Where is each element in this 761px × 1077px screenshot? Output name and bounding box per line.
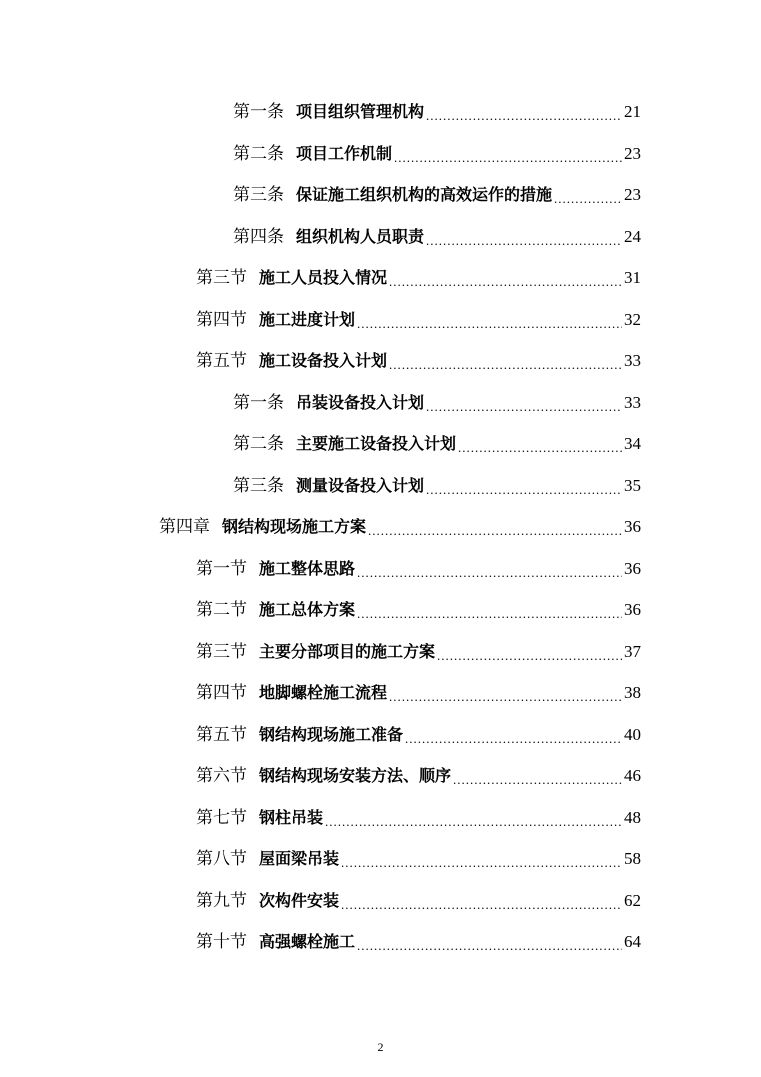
toc-entry-title: 项目组织管理机构	[296, 102, 425, 121]
page-footer	[0, 1040, 761, 1055]
toc-dot-leader	[426, 475, 622, 497]
toc-entry-number: 第九节	[196, 891, 247, 910]
toc-entry-page: 40	[624, 725, 641, 744]
toc-entry-title: 地脚螺栓施工流程	[259, 683, 388, 702]
toc-entry-page: 36	[624, 559, 641, 578]
toc-entry-page: 31	[624, 268, 641, 287]
toc-entry-title: 施工设备投入计划	[259, 351, 388, 370]
toc-entry-number: 第四章	[159, 517, 210, 536]
toc-dot-leader	[357, 558, 622, 580]
toc-entry-number: 第三条	[233, 185, 284, 204]
toc-entry-title: 测量设备投入计划	[296, 476, 425, 495]
toc-entry-title: 次构件安装	[259, 891, 340, 910]
toc-entry-title: 吊装设备投入计划	[296, 393, 425, 412]
toc-entry-number: 第七节	[196, 808, 247, 827]
toc-entry-number: 第四节	[196, 310, 247, 329]
toc-entry-title: 施工整体思路	[259, 559, 356, 578]
toc-entry-page: 36	[624, 517, 641, 536]
toc-entry[interactable]	[196, 595, 641, 621]
toc-dot-leader	[426, 392, 622, 414]
toc-entry[interactable]	[196, 927, 641, 953]
toc-entry-number: 第十节	[196, 932, 247, 951]
toc-entry-number: 第三节	[196, 642, 247, 661]
toc-entry[interactable]	[196, 844, 641, 870]
toc-entry-title: 施工进度计划	[259, 310, 356, 329]
toc-entry-title: 钢柱吊装	[259, 808, 324, 827]
toc-entry-number: 第五节	[196, 725, 247, 744]
toc-entry[interactable]	[159, 512, 641, 538]
toc-dot-leader	[394, 143, 622, 165]
toc-entry[interactable]	[196, 886, 641, 912]
toc-dot-leader	[357, 309, 622, 331]
toc-entry-page: 64	[624, 932, 641, 951]
toc-dot-leader	[426, 226, 622, 248]
toc-entry-number: 第五节	[196, 351, 247, 370]
toc-entry-page: 36	[624, 600, 641, 619]
toc-entry-page: 23	[624, 185, 641, 204]
toc-entry-title: 组织机构人员职责	[296, 227, 425, 246]
toc-entry-title: 高强螺栓施工	[259, 932, 356, 951]
toc-dot-leader	[405, 724, 622, 746]
toc-entry[interactable]	[196, 637, 641, 663]
toc-entry-number: 第四条	[233, 227, 284, 246]
toc-dot-leader	[389, 267, 622, 289]
page-number: 2	[377, 1040, 384, 1054]
toc-entry-number: 第一条	[233, 102, 284, 121]
toc-entry-page: 21	[624, 102, 641, 121]
toc-dot-leader	[453, 765, 622, 787]
toc-entry[interactable]	[196, 678, 641, 704]
toc-entry-page: 35	[624, 476, 641, 495]
toc-entry-page: 33	[624, 393, 641, 412]
toc-entry[interactable]	[233, 471, 641, 497]
toc-entry-title: 主要施工设备投入计划	[296, 434, 457, 453]
toc-entry-number: 第一节	[196, 559, 247, 578]
toc-entry[interactable]	[196, 554, 641, 580]
toc-entry-page: 24	[624, 227, 641, 246]
toc-dot-leader	[341, 848, 622, 870]
toc-dot-leader	[554, 184, 622, 206]
toc-entry-title: 屋面梁吊装	[259, 849, 340, 868]
toc-entry-page: 62	[624, 891, 641, 910]
toc-entry-page: 34	[624, 434, 641, 453]
toc-entry[interactable]	[196, 263, 641, 289]
toc-entry-number: 第三条	[233, 476, 284, 495]
toc-entry[interactable]	[233, 222, 641, 248]
toc-entry[interactable]	[196, 305, 641, 331]
toc-entry-number: 第八节	[196, 849, 247, 868]
toc-entry[interactable]	[233, 388, 641, 414]
toc-dot-leader	[368, 516, 622, 538]
toc-entry-title: 钢结构现场安装方法、顺序	[259, 766, 452, 785]
toc-entry-number: 第二节	[196, 600, 247, 619]
toc-dot-leader	[357, 931, 622, 953]
toc-entry[interactable]	[233, 429, 641, 455]
toc-entry-page: 58	[624, 849, 641, 868]
toc-entry-page: 38	[624, 683, 641, 702]
toc-entry[interactable]	[196, 720, 641, 746]
toc-entry-number: 第四节	[196, 683, 247, 702]
toc-entry[interactable]	[233, 139, 641, 165]
toc-entry-title: 项目工作机制	[296, 144, 393, 163]
toc-entry-page: 23	[624, 144, 641, 163]
toc-entry-page: 32	[624, 310, 641, 329]
toc-entry-number: 第六节	[196, 766, 247, 785]
toc-dot-leader	[341, 890, 622, 912]
toc-entry[interactable]	[196, 761, 641, 787]
toc-entry-number: 第三节	[196, 268, 247, 287]
toc-dot-leader	[357, 599, 622, 621]
toc-entry[interactable]	[233, 180, 641, 206]
toc-entry-page: 48	[624, 808, 641, 827]
toc-dot-leader	[389, 350, 622, 372]
toc-entry-title: 钢结构现场施工准备	[259, 725, 404, 744]
toc-entry-page: 33	[624, 351, 641, 370]
toc-dot-leader	[325, 807, 622, 829]
toc-entry-number: 第二条	[233, 144, 284, 163]
toc-entry[interactable]	[196, 803, 641, 829]
toc-dot-leader	[389, 682, 622, 704]
toc-entry[interactable]	[233, 97, 641, 123]
toc-entry-title: 保证施工组织机构的高效运作的措施	[296, 185, 553, 204]
toc-entry-title: 施工总体方案	[259, 600, 356, 619]
toc-dot-leader	[458, 433, 622, 455]
toc-dot-leader	[426, 101, 622, 123]
toc-entry-page: 46	[624, 766, 641, 785]
toc-entry-title: 主要分部项目的施工方案	[259, 642, 436, 661]
toc-entry-title: 钢结构现场施工方案	[222, 517, 367, 536]
toc-entry-title: 施工人员投入情况	[259, 268, 388, 287]
toc-entry[interactable]	[196, 346, 641, 372]
toc-entry-page: 37	[624, 642, 641, 661]
toc-dot-leader	[437, 641, 622, 663]
toc-entry-number: 第一条	[233, 393, 284, 412]
toc-entry-number: 第二条	[233, 434, 284, 453]
